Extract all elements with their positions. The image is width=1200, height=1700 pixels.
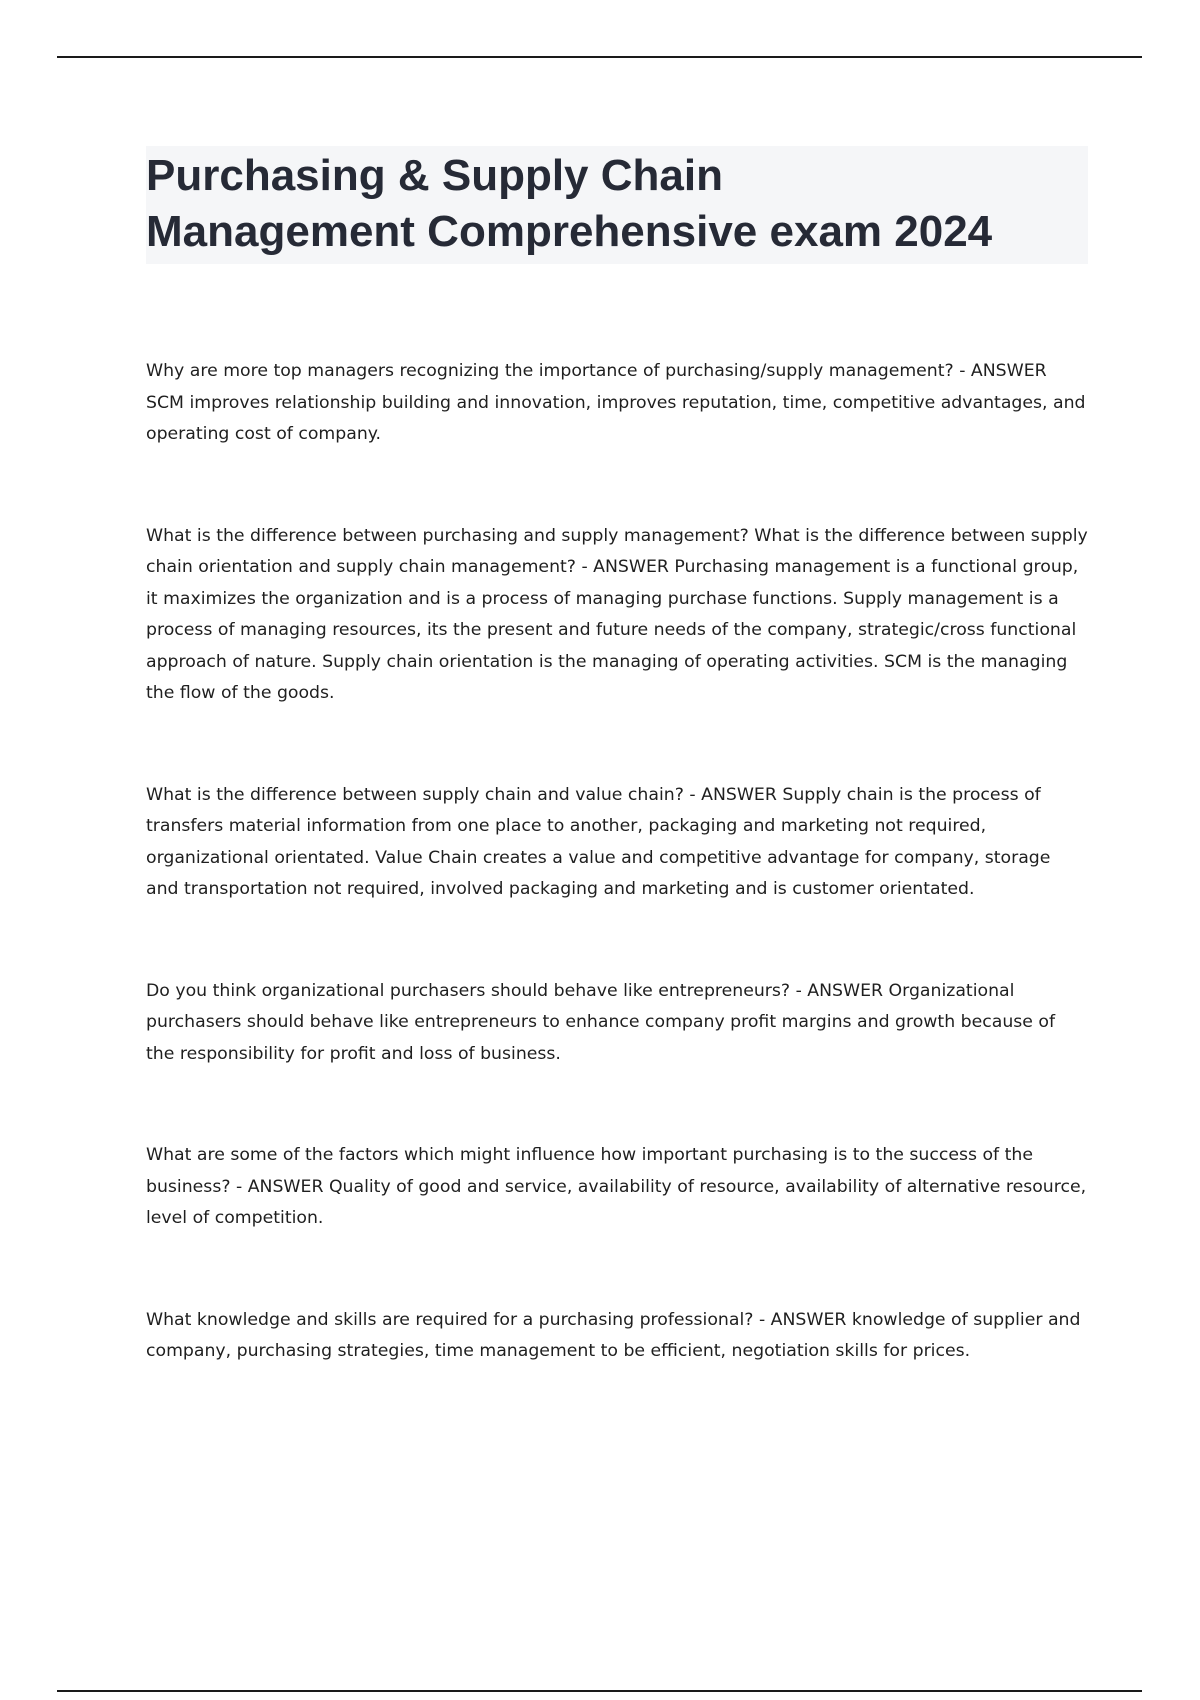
- page-title-line-1: Purchasing & Supply Chain: [146, 151, 723, 200]
- page-title-line-2: Management Comprehensive exam 2024: [146, 207, 993, 256]
- qa-item-6: What knowledge and skills are required for a purchasing professional? - ANSWER knowledge of supplier and company, purchasing strategies, time management to be efficient, negotiation skills for prices.: [146, 1309, 1081, 1361]
- qa-item-5: What are some of the factors which might influence how important purchasing is to the success of the business? - ANSWER Quality of good and service, availability of resource, availability of alternative resource, level of competition.: [146, 1145, 1087, 1228]
- qa-item-2: What is the difference between purchasing and supply management? What is the difference between supply chain orientation and supply chain management? - ANSWER Purchasing management is a functional group, it maximizes the organization and is a process of managing purchase functions. Supply management is a process of managing resources, its the present and future needs of the company, strategic/cross functional approach of nature. Supply chain orientation is the managing of operating activities. SCM is the managing the flow of the goods.: [146, 525, 1088, 703]
- top-rule: [57, 56, 1142, 58]
- qa-list: [146, 356, 1088, 1368]
- qa-item-1: Why are more top managers recognizing the importance of purchasing/supply management? - ANSWER SCM improves relationship building and innovation, improves reputation, time, competitive advantages, and operating cost of company.: [146, 361, 1086, 444]
- page-title: [146, 148, 1088, 260]
- title-block: [146, 146, 1088, 264]
- qa-item-4: Do you think organizational purchasers should behave like entrepreneurs? - ANSWER Organizational purchasers should behave like entrepreneurs to enhance company profit margins and growth because of the responsibility for profit and loss of business.: [146, 980, 1056, 1064]
- qa-item-3: What is the difference between supply chain and value chain? - ANSWER Supply chain is the process of transfers material information from one place to another, packaging and marketing not required, organizational orientated. Value Chain creates a value and competitive advantage for company, storage and transportation not required, involved packaging and marketing and is customer orientated.: [146, 784, 1051, 899]
- bottom-rule: [57, 1690, 1142, 1692]
